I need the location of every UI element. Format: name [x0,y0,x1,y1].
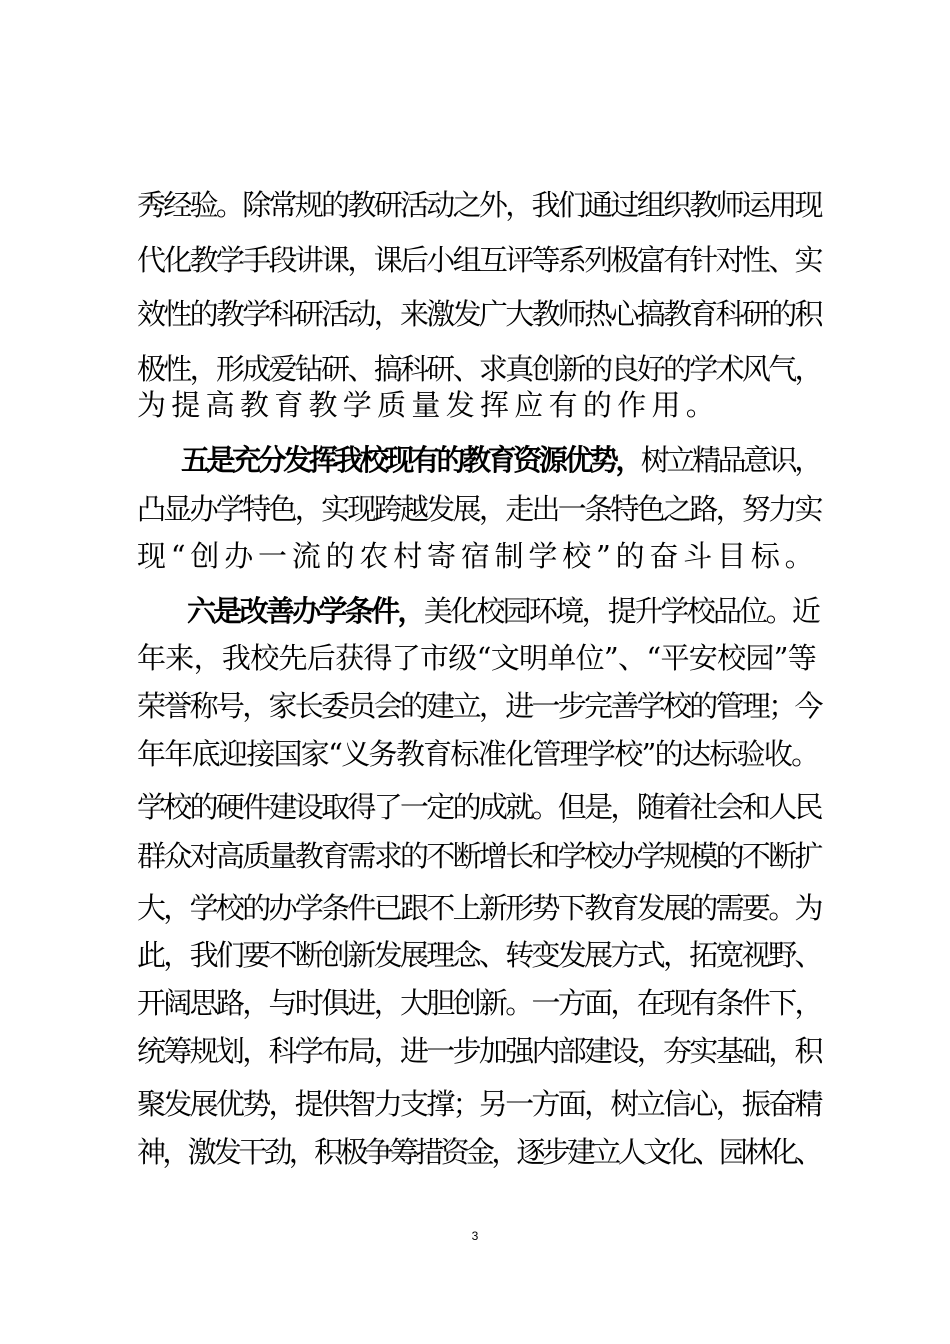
text-line [137,638,816,678]
text-line [137,1031,821,1071]
line-text: 秀经验。除常规的教研活动之外，我们通过组织教师运用现 [137,188,821,222]
line-text: 此，我们要不断创新发展理念、转变发展方式，拓宽视野、 [137,938,821,972]
text-line [137,734,818,774]
line-text: 美化校园环境，提升学校品位。近 [423,594,819,628]
text-line [137,294,821,334]
line-text: 神，激发干劲，积极争筹措资金，逐步建立人文化、园林化、 [137,1135,821,1169]
line-text: 大，学校的办学条件已跟不上新形势下教育发展的需要。为 [137,891,821,925]
line-text: 凸显办学特色，实现跨越发展，走出一条特色之路，努力实 [137,492,821,526]
text-line [137,983,821,1023]
line-text: 年年底迎接国家“义务教育标准化管理学校”的达标验收。 [137,737,819,771]
text-line [137,489,821,529]
text-line [137,686,821,726]
text-line [137,240,821,280]
page-number: 3 [471,1229,479,1243]
line-text: 学校的硬件建设取得了一定的成就。但是，随着社会和人民 [137,790,821,824]
line-text: 统筹规划，科学布局，进一步加强内部建设，夯实基础，积 [137,1034,821,1068]
text-line [137,787,821,827]
line-text: 开阔思路，与时俱进，大胆创新。一方面，在现有条件下， [137,986,821,1020]
bold-lead-phrase: 五是充分发挥我校现有的教育资源优势， [181,443,641,477]
line-text: 为提高教育教学质量发挥应有的作用。 [137,388,721,422]
line-text: 树立精品意识， [640,443,820,477]
line-text: 群众对高质量教育需求的不断增长和学校办学规模的不断扩 [137,839,821,873]
text-line [137,836,821,876]
line-text: 聚发展优势，提供智力支撑；另一方面，树立信心，振奋精 [137,1087,821,1121]
line-text: 年来，我校先后获得了市级“文明单位”、“平安校园”等 [137,641,817,675]
line-text: 荣誉称号，家长委员会的建立，进一步完善学校的管理；今 [137,689,821,723]
text-line [137,185,821,225]
text-line [137,536,818,576]
text-line [187,591,818,631]
text-line [137,888,821,928]
text-line [181,440,820,480]
line-text: 代化教学手段讲课，课后小组互评等系列极富有针对性、实 [137,243,821,277]
bold-lead-phrase: 六是改善办学条件， [187,594,424,628]
line-text: 极性，形成爱钻研、搞科研、求真创新的良好的学术风气， [137,352,821,386]
line-text: 效性的教学科研活动，来激发广大教师热心搞教育科研的积 [137,297,821,331]
text-line [137,349,821,389]
line-text: 现“创办一流的农村寄宿制学校”的奋斗目标。 [137,539,819,573]
text-line [137,1132,820,1172]
text-line [137,385,720,425]
text-line [137,935,821,975]
text-line [137,1084,821,1124]
